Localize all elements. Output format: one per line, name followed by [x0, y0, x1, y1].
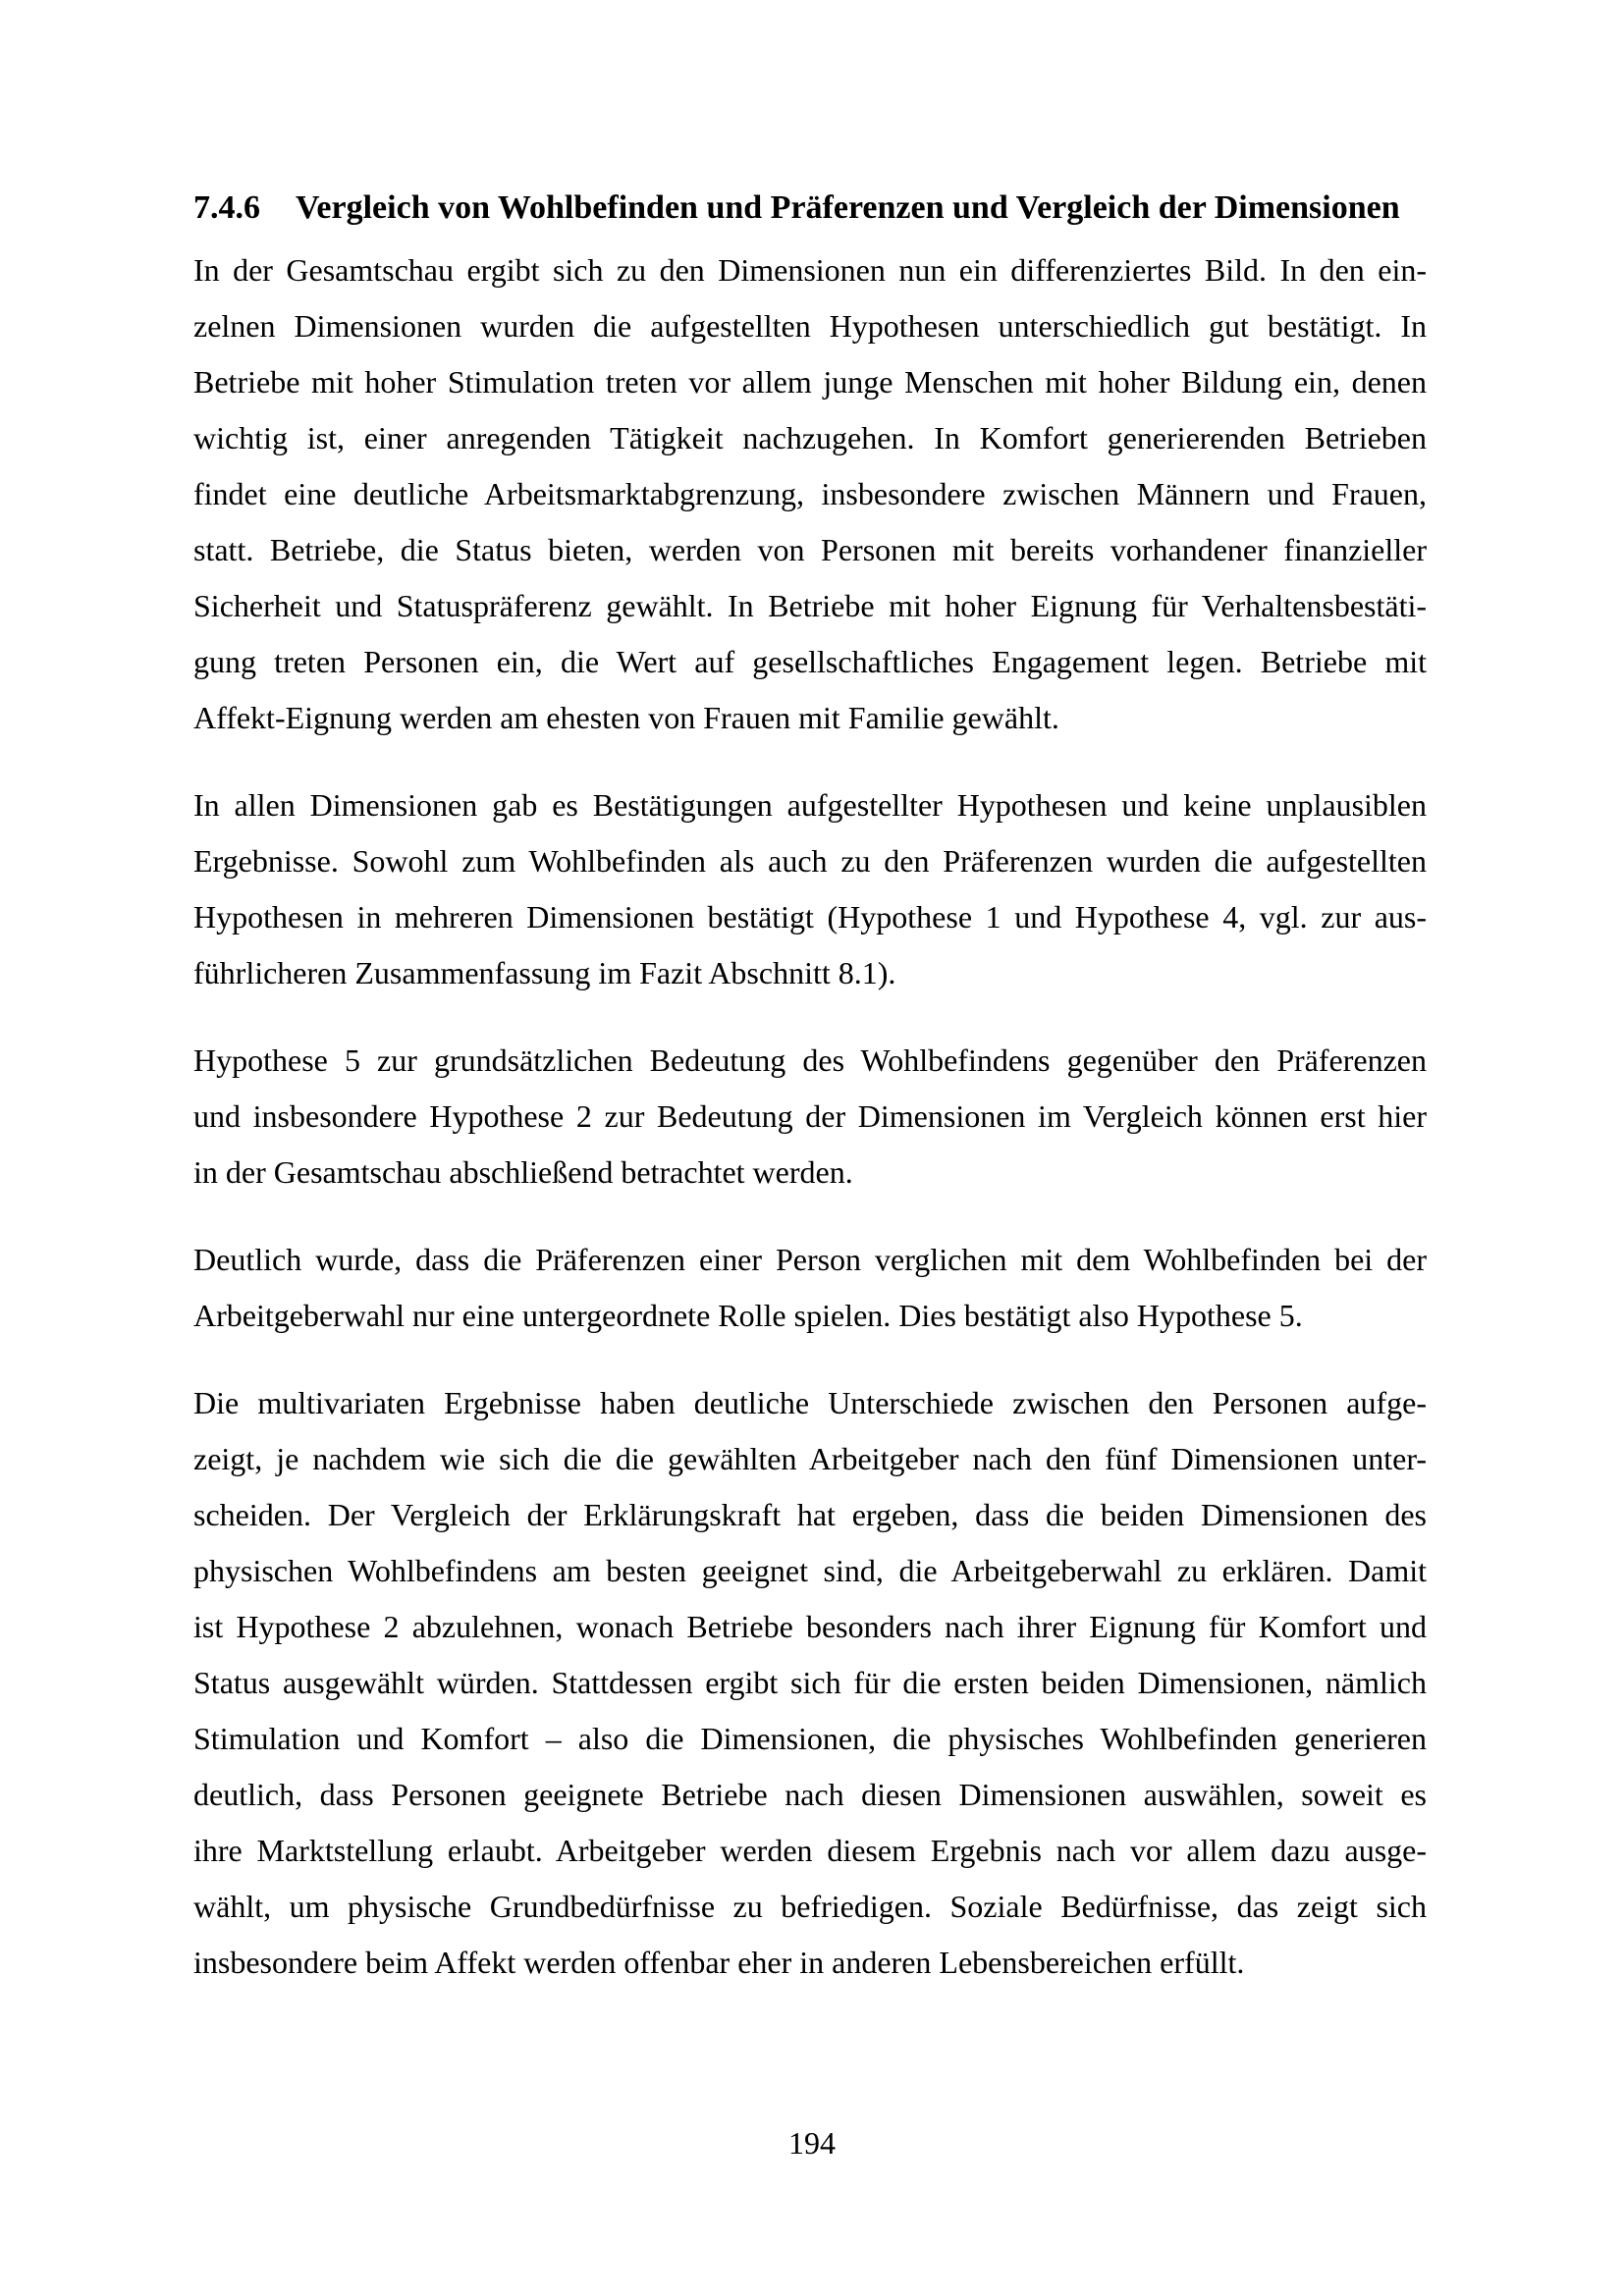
- text-line: zeigt, je nachdem wie sich die die gewählten Arbeitgeber nach den fünf Dimensionen unter-: [193, 1441, 1427, 1476]
- text-line: Affekt-Eignung werden am ehesten von Frauen mit Familie gewählt.: [193, 700, 1059, 735]
- text-line: gung treten Personen ein, die Wert auf gesellschaftliches Engagement legen. Betriebe mit: [193, 644, 1427, 679]
- text-block: [193, 187, 1427, 1991]
- text-line: scheiden. Der Vergleich der Erklärungskraft hat ergeben, dass die beiden Dimensionen des: [193, 1497, 1427, 1532]
- text-line: ihre Marktstellung erlaubt. Arbeitgeber werden diesem Ergebnis nach vor allem dazu ausge-: [193, 1833, 1427, 1868]
- section-heading: [193, 187, 1427, 230]
- text-line: Betriebe mit hoher Stimulation treten vor allem junge Menschen mit hoher Bildung ein, denen: [193, 364, 1427, 400]
- text-line: führlicheren Zusammenfassung im Fazit Abschnitt 8.1).: [193, 955, 896, 990]
- paragraph: [193, 1232, 1427, 1344]
- text-line: In der Gesamtschau ergibt sich zu den Dimensionen nun ein differenziertes Bild. In den ein-: [193, 252, 1427, 288]
- text-line: Die multivariaten Ergebnisse haben deutliche Unterschiede zwischen den Personen aufge-: [193, 1385, 1427, 1420]
- text-line: Arbeitgeberwahl nur eine untergeordnete Rolle spielen. Dies bestätigt also Hypothese 5.: [193, 1298, 1303, 1333]
- text-line: In allen Dimensionen gab es Bestätigungen aufgestellter Hypothesen und keine unplausiblen: [193, 787, 1427, 823]
- paragraph: [193, 1033, 1427, 1201]
- text-line: Hypothese 5 zur grundsätzlichen Bedeutung des Wohlbefindens gegenüber den Präferenzen: [193, 1042, 1427, 1078]
- text-line: Status ausgewählt würden. Stattdessen ergibt sich für die ersten beiden Dimensionen, nämlich: [193, 1665, 1427, 1700]
- body-paragraphs: [193, 242, 1427, 1991]
- section-number: 7.4.6: [193, 189, 260, 226]
- text-line: insbesondere beim Affekt werden offenbar eher in anderen Lebensbereichen erfüllt.: [193, 1945, 1245, 1980]
- paragraph: [193, 777, 1427, 1001]
- text-line: ist Hypothese 2 abzulehnen, wonach Betriebe besonders nach ihrer Eignung für Komfort und: [193, 1609, 1427, 1644]
- text-line: wählt, um physische Grundbedürfnisse zu befriedigen. Soziale Bedürfnisse, das zeigt sich: [193, 1889, 1427, 1924]
- page-number: 194: [788, 2125, 836, 2161]
- text-line: in der Gesamtschau abschließend betrachtet werden.: [193, 1154, 853, 1190]
- text-line: Ergebnisse. Sowohl zum Wohlbefinden als auch zu den Präferenzen wurden die aufgestellten: [193, 843, 1427, 879]
- text-line: und insbesondere Hypothese 2 zur Bedeutung der Dimensionen im Vergleich können erst hier: [193, 1098, 1427, 1134]
- text-line: zelnen Dimensionen wurden die aufgestellten Hypothesen unterschiedlich gut bestätigt. In: [193, 308, 1427, 344]
- text-line: deutlich, dass Personen geeignete Betriebe nach diesen Dimensionen auswählen, soweit es: [193, 1777, 1427, 1812]
- text-line: physischen Wohlbefindens am besten geeignet sind, die Arbeitgeberwahl zu erklären. Damit: [193, 1553, 1427, 1588]
- section-title: Vergleich von Wohlbefinden und Präferenzen und Vergleich der Dimensionen: [296, 189, 1400, 226]
- text-line: Deutlich wurde, dass die Präferenzen einer Person verglichen mit dem Wohlbefinden bei der: [193, 1242, 1427, 1277]
- text-line: wichtig ist, einer anregenden Tätigkeit nachzugehen. In Komfort generierenden Betrieben: [193, 420, 1427, 455]
- text-line: Stimulation und Komfort – also die Dimensionen, die physisches Wohlbefinden generieren: [193, 1721, 1427, 1756]
- paragraph: [193, 1375, 1427, 1991]
- text-line: statt. Betriebe, die Status bieten, werden von Personen mit bereits vorhandener finanzieller: [193, 532, 1427, 567]
- text-line: Sicherheit und Statuspräferenz gewählt. In Betriebe mit hoher Eignung für Verhaltensbestäti-: [193, 588, 1427, 623]
- text-line: findet eine deutliche Arbeitsmarktabgrenzung, insbesondere zwischen Männern und Frauen,: [193, 476, 1427, 511]
- text-line: Hypothesen in mehreren Dimensionen bestätigt (Hypothese 1 und Hypothese 4, vgl. zur aus-: [193, 899, 1427, 934]
- paragraph: [193, 242, 1427, 746]
